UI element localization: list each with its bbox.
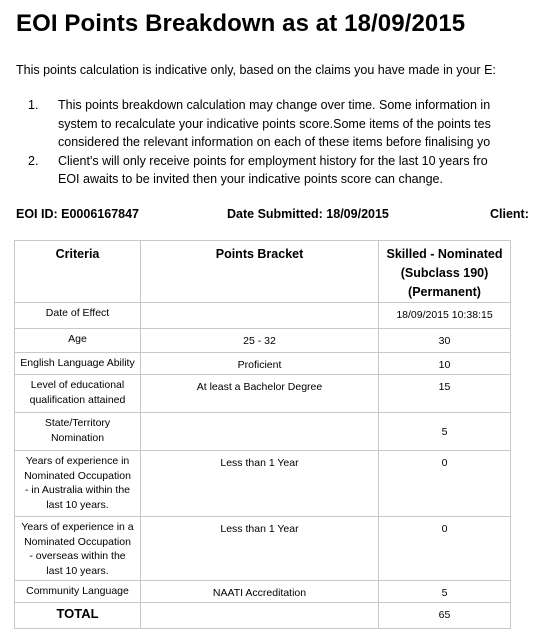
criteria-cell (15, 517, 141, 581)
criteria-cell (15, 413, 141, 451)
criteria-cell (15, 375, 141, 413)
criteria-text: Nominated Occupation (24, 535, 131, 548)
bracket-cell (141, 413, 379, 451)
points-cell: 10 (379, 353, 511, 375)
criteria-text: Age (68, 333, 87, 345)
criteria-text: Nomination (50, 431, 105, 444)
table-row (15, 517, 511, 581)
criteria-text: Level of educational (30, 379, 125, 391)
total-points-cell: 65 (379, 603, 511, 629)
total-label: TOTAL (56, 606, 99, 621)
bracket-cell: Less than 1 Year (141, 451, 379, 517)
intro-text: This points calculation is indicative only, based on the claims you have made in your E: (16, 63, 496, 77)
table-row (15, 353, 511, 375)
note-line: system to recalculate your indicative points score.Some items of the points tes (58, 116, 491, 131)
criteria-cell (15, 353, 141, 375)
table-row (15, 329, 511, 353)
points-cell: 15 (379, 375, 511, 413)
header-points-bracket: Points Bracket (141, 241, 379, 303)
table-row (15, 303, 511, 329)
table-row (15, 451, 511, 517)
criteria-text: State/Territory (44, 417, 111, 429)
table-row (15, 581, 511, 603)
header-visa-line: Skilled - Nominated (386, 247, 503, 261)
criteria-text: - overseas within the (29, 550, 126, 562)
note-text (58, 152, 488, 189)
criteria-text: Nominated Occupation (24, 469, 131, 482)
points-cell: 5 (379, 581, 511, 603)
criteria-text: last 10 years. (46, 498, 109, 511)
total-row (15, 603, 511, 629)
bracket-cell: NAATI Accreditation (141, 581, 379, 603)
table-row (15, 375, 511, 413)
header-visa-line: (Subclass 190) (400, 266, 489, 280)
total-bracket-cell (141, 603, 379, 629)
points-cell: 5 (379, 413, 511, 451)
note-number: 1. (28, 98, 39, 112)
criteria-text: qualification attained (29, 393, 126, 406)
eoi-id: EOI ID: E0006167847 (16, 207, 139, 221)
bracket-cell: Less than 1 Year (141, 517, 379, 581)
criteria-text: - in Australia within the (24, 484, 131, 496)
criteria-text: Community Language (26, 585, 129, 597)
header-visa-subclass (379, 241, 511, 303)
criteria-text: English Language Ability (20, 357, 135, 369)
table-header-row (15, 241, 511, 303)
note-text (58, 96, 491, 152)
points-cell: 0 (379, 451, 511, 517)
criteria-cell (15, 581, 141, 603)
bracket-cell (141, 303, 379, 329)
note-line: considered the relevant information on each of these items before finalising yo (58, 135, 491, 149)
points-cell: 18/09/2015 10:38:15 (379, 303, 511, 329)
note-item-1 (16, 96, 534, 152)
bracket-cell: Proficient (141, 353, 379, 375)
notes-list (16, 96, 534, 189)
bracket-cell: At least a Bachelor Degree (141, 375, 379, 413)
criteria-cell (15, 329, 141, 353)
criteria-text: Years of experience in a (21, 521, 134, 533)
note-line: This points breakdown calculation may change over time. Some information in (58, 98, 491, 112)
table-row (15, 413, 511, 451)
criteria-text: last 10 years. (46, 564, 109, 577)
criteria-cell (15, 303, 141, 329)
client-label: Client: (490, 207, 529, 221)
criteria-text: Date of Effect (45, 307, 110, 319)
note-item-2 (16, 152, 534, 189)
points-table (14, 240, 511, 629)
points-cell: 30 (379, 329, 511, 353)
total-label-cell (15, 603, 141, 629)
bracket-cell: 25 - 32 (141, 329, 379, 353)
header-criteria: Criteria (15, 241, 141, 303)
header-visa-line: (Permanent) (408, 285, 481, 299)
page-title: EOI Points Breakdown as at 18/09/2015 (16, 10, 466, 37)
note-line: Client's will only receive points for employment history for the last 10 years fro (58, 153, 488, 168)
points-cell: 0 (379, 517, 511, 581)
date-submitted: Date Submitted: 18/09/2015 (227, 207, 389, 221)
criteria-text: Years of experience in (25, 455, 130, 467)
note-number: 2. (28, 153, 39, 168)
note-line: EOI awaits to be invited then your indicative points score can change. (58, 172, 443, 186)
criteria-cell (15, 451, 141, 517)
